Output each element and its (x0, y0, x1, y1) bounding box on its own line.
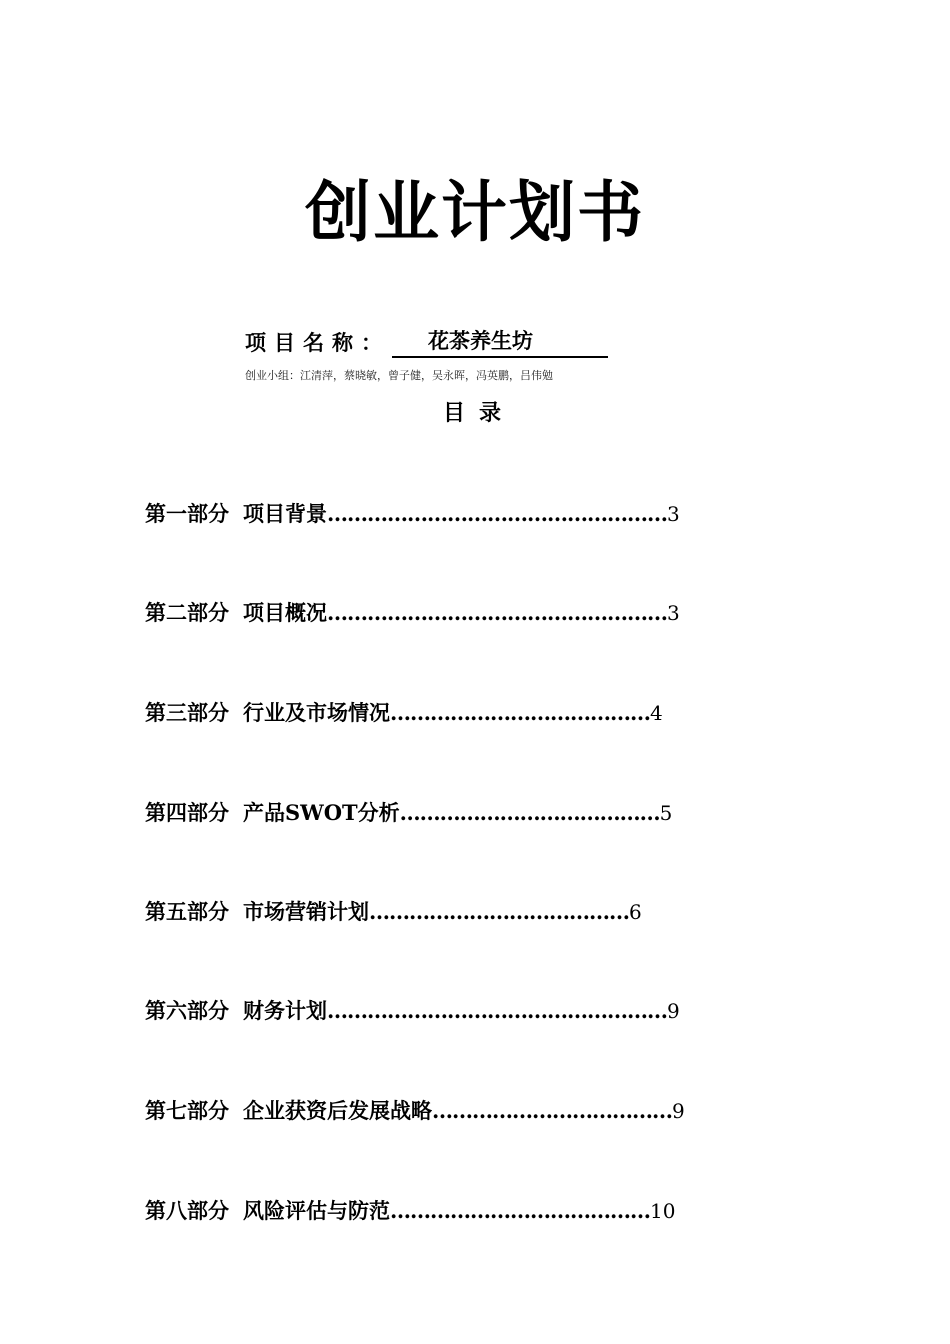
toc-page-number: 3 (667, 502, 680, 526)
toc-leader-dots: ………………………………… (390, 1198, 650, 1223)
project-name-label: 项目名称： (245, 330, 390, 355)
toc-item (145, 498, 765, 530)
toc-part-label: 第二部分 (145, 600, 229, 625)
toc-part-label: 第五部分 (145, 899, 229, 924)
toc-title: 企业获资后发展战略 (243, 1098, 432, 1123)
toc-leader-dots: ………………………………… (399, 800, 660, 825)
toc-title: 财务计划 (243, 998, 327, 1023)
toc-title: 项目概况 (243, 600, 327, 625)
toc-item (145, 597, 765, 629)
toc-part-label: 第七部分 (145, 1098, 229, 1123)
toc-page-number: 3 (667, 601, 680, 625)
toc-leader-dots: ……………………………… (432, 1098, 672, 1123)
toc-leader-dots: …………………………………………… (327, 998, 667, 1023)
toc-page-number: 6 (629, 900, 642, 924)
toc-heading: 目录 (442, 401, 515, 426)
toc-page-number: 4 (650, 701, 663, 725)
toc-page-number: 5 (659, 801, 673, 825)
team-members: 创业小组：江清萍，蔡晓敏，曾子健，吴永晖，冯英鹏，吕伟勉 (245, 369, 553, 382)
toc-item (145, 1195, 765, 1227)
toc-item (145, 1095, 765, 1127)
toc-title: 产品SWOT分析 (243, 800, 400, 825)
toc-page-number: 9 (672, 1099, 685, 1123)
toc-part-label: 第三部分 (145, 700, 229, 725)
project-name-value: 花茶养生坊 (392, 326, 608, 358)
toc-leader-dots: ………………………………… (390, 700, 650, 725)
toc-title: 风险评估与防范 (243, 1198, 390, 1223)
toc-item (145, 896, 765, 928)
toc-item (145, 697, 765, 729)
toc-title: 行业及市场情况 (243, 700, 390, 725)
toc-part-label: 第一部分 (145, 501, 229, 526)
toc-item (145, 995, 765, 1027)
toc-page-number: 10 (650, 1199, 676, 1223)
document-title: 创业计划书 (305, 174, 645, 251)
toc-page-number: 9 (667, 999, 680, 1023)
toc-leader-dots: ………………………………… (369, 899, 629, 924)
toc-part-label: 第八部分 (145, 1198, 229, 1223)
project-name-line (245, 322, 608, 358)
toc-leader-dots: …………………………………………… (327, 501, 667, 526)
toc-item (145, 797, 765, 829)
toc-title: 市场营销计划 (243, 899, 369, 924)
toc-part-label: 第四部分 (145, 800, 229, 825)
toc-title: 项目背景 (243, 501, 327, 526)
toc-part-label: 第六部分 (145, 998, 229, 1023)
toc-leader-dots: …………………………………………… (327, 600, 667, 625)
